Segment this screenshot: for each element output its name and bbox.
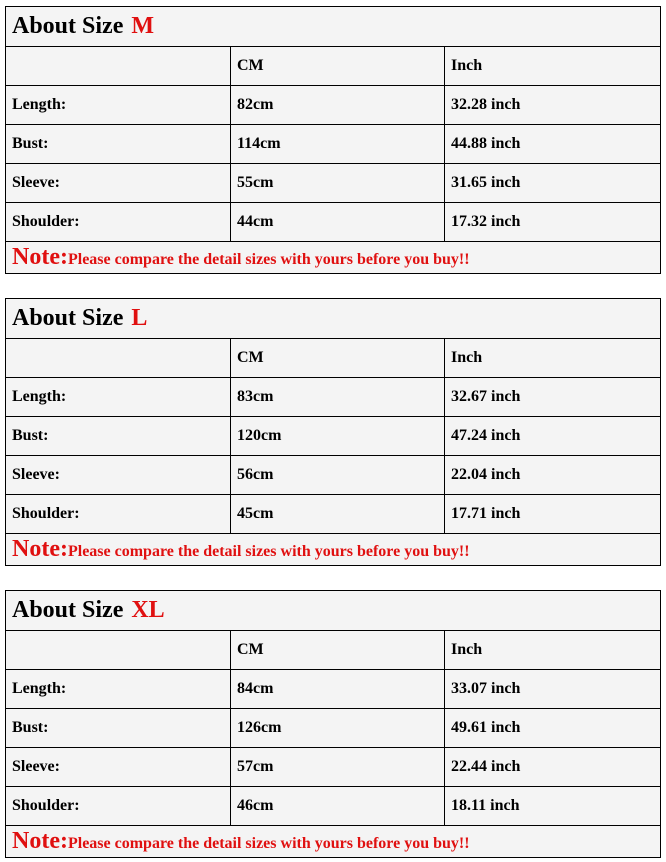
measure-label: Sleeve: (6, 748, 231, 786)
note-label: Note: (12, 828, 68, 854)
table-row (6, 164, 660, 203)
header-cell-cm: CM (231, 47, 445, 85)
header-cell-inch: Inch (451, 641, 483, 658)
table-row (6, 417, 660, 456)
inch-value: 22.04 inch (451, 466, 521, 483)
measure-label: Sleeve: (6, 164, 231, 202)
size-label: XL (131, 597, 165, 623)
header-row (6, 631, 660, 670)
cm-value: 83cm (231, 378, 445, 416)
note-row (6, 534, 660, 565)
title-prefix: About Size (12, 13, 124, 39)
measure-label: Length: (6, 670, 231, 708)
size-title (6, 7, 660, 47)
table-row (6, 378, 660, 417)
inch-value: 31.65 inch (451, 174, 521, 191)
cm-value: 56cm (231, 456, 445, 494)
cm-value: 55cm (231, 164, 445, 202)
size-table-m (5, 6, 661, 274)
header-row (6, 47, 660, 86)
cm-value: 120cm (231, 417, 445, 455)
size-table-xl (5, 590, 661, 858)
table-row (6, 203, 660, 242)
measure-label: Length: (6, 86, 231, 124)
header-cell-blank (6, 339, 231, 377)
table-row (6, 787, 660, 826)
size-label: L (131, 305, 148, 331)
cm-value: 44cm (231, 203, 445, 241)
cm-value: 46cm (231, 787, 445, 825)
header-cell-blank (6, 47, 231, 85)
header-cell-blank (6, 631, 231, 669)
note-row (6, 242, 660, 273)
header-cell-cm: CM (231, 339, 445, 377)
table-row (6, 86, 660, 125)
measure-label: Length: (6, 378, 231, 416)
size-label: M (131, 13, 154, 39)
title-prefix: About Size (12, 305, 124, 331)
table-row (6, 495, 660, 534)
note-label: Note: (12, 536, 68, 562)
measure-label: Bust: (6, 417, 231, 455)
table-row (6, 456, 660, 495)
cm-value: 57cm (231, 748, 445, 786)
inch-value: 33.07 inch (451, 680, 521, 697)
measure-label: Bust: (6, 125, 231, 163)
header-cell-inch: Inch (451, 349, 483, 366)
cm-value: 126cm (231, 709, 445, 747)
measure-label: Bust: (6, 709, 231, 747)
cm-value: 82cm (231, 86, 445, 124)
size-table-l (5, 298, 661, 566)
inch-value: 32.28 inch (451, 96, 521, 113)
measure-label: Shoulder: (6, 787, 231, 825)
measure-label: Shoulder: (6, 203, 231, 241)
header-cell-inch: Inch (451, 57, 483, 74)
inch-value: 17.32 inch (451, 213, 521, 230)
size-title (6, 591, 660, 631)
note-text: Please compare the detail sizes with yours before you buy!! (67, 250, 470, 268)
cm-value: 45cm (231, 495, 445, 533)
inch-value: 47.24 inch (451, 427, 521, 444)
note-text: Please compare the detail sizes with yours before you buy!! (67, 542, 470, 560)
measure-label: Sleeve: (6, 456, 231, 494)
header-row (6, 339, 660, 378)
note-row (6, 826, 660, 857)
inch-value: 22.44 inch (451, 758, 521, 775)
note-label: Note: (12, 244, 68, 270)
table-row (6, 670, 660, 709)
title-prefix: About Size (12, 597, 124, 623)
cm-value: 114cm (231, 125, 445, 163)
size-title (6, 299, 660, 339)
inch-value: 32.67 inch (451, 388, 521, 405)
note-text: Please compare the detail sizes with yours before you buy!! (67, 834, 470, 852)
table-row (6, 125, 660, 164)
table-row (6, 748, 660, 787)
inch-value: 18.11 inch (451, 797, 520, 814)
header-cell-cm: CM (231, 631, 445, 669)
inch-value: 17.71 inch (451, 505, 521, 522)
cm-value: 84cm (231, 670, 445, 708)
inch-value: 49.61 inch (451, 719, 521, 736)
measure-label: Shoulder: (6, 495, 231, 533)
table-row (6, 709, 660, 748)
inch-value: 44.88 inch (451, 135, 521, 152)
